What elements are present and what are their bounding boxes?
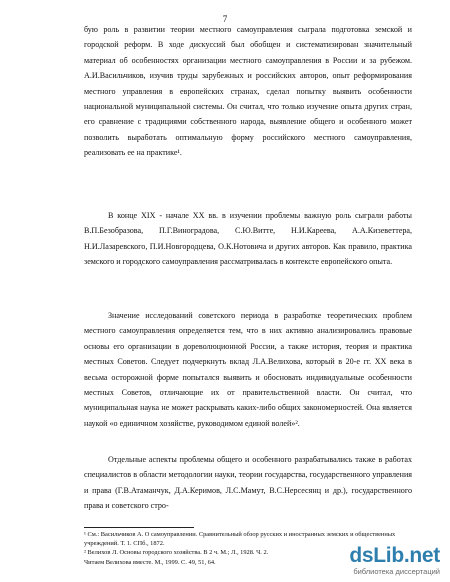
page-number: 7 — [222, 14, 228, 24]
footnote-1: ¹ См.: Васильчиков А. О самоуправлении. Сравнительный обзор русских и иностранных земских и общественных учреждений. Т. 1. СПб., 1872. — [84, 531, 396, 548]
footnote-2: ² Велихов Л. Основы городского хозяйства. В 2 ч. М.; Л., 1928. Ч. 2. — [84, 549, 269, 557]
paragraph-text: В конце XIX - начале XX вв. в изучении проблемы важную роль сыграли работы В.П.Безобразова, П.Г.Виноградова, С.Ю.Витте, Н.И.Кареева, А.А.Кизеветтера, Н.И.Лазаревского, П.И.Новгородцева, О.К.Нотовича и других авторов. Как правило, практика земского и городского самоуправления рассматривалась в контексте европейского опыта. — [84, 211, 412, 267]
paragraph-2 — [84, 208, 412, 270]
watermark-title: dsLib — [349, 544, 404, 567]
paragraph-1 — [84, 22, 412, 161]
paragraph-text: Значение исследований советского периода в разработке теоретических проблем местного самоуправления определяется тем, что в них активно анализировались правовые основы его организации в дореволюционной России, а также история, теория и практика местных Советов. Следует подчеркнуть вклад Л.А.Велихова, который в 20-е гг. XX века в весьма осторожной форме попытался выявить и обосновать индивидуальные особенности местных Советов, отличающие их от правительственной власти. Он считал, что муниципальная наука не может раскрывать каких-либо общих закономерностей. Она является наукой «о единичном хозяйстве, руководимом единой волей»². — [84, 311, 412, 428]
watermark-subtitle: библиотека диссертаций — [353, 567, 440, 576]
paragraph-4 — [84, 452, 412, 514]
dslib-watermark[interactable] — [332, 544, 444, 578]
paragraph-3 — [84, 308, 412, 431]
paragraph-text: Отдельные аспекты проблемы общего и особенного разрабатывались также в работах специалистов в области методологии науки, теории государства, государственного управления и права (Г.В.Атаманчук, Д.А.Керимов, Л.С.Мамут, В.С.Нерсесянц и др.), государственного права и советского стро- — [84, 455, 412, 511]
paragraph-text: бую роль в развитии теории местного самоуправления сыграла подготовка земской и городской реформ. В ходе дискуссий был обобщен и систематизирован значительный материал об особенностях организации местного самоуправления в России и за рубежом. А.И.Васильчиков, изучив труды зарубежных и российских авторов, опыт реформирования местного управления в европейских странах, сделал попытку выявить особенности национальной муниципальной системы. Он считал, что только изучение опыта других стран, его сравнение с традициями собственного народа, выявление общего и особенного может позволить выработать оптимальную форму российского местного самоуправления, реализовать ее на практике¹. — [84, 25, 412, 158]
footnote-3: Читаем Велихова вместе. М., 1999. С. 49, 51, 64. — [84, 558, 216, 566]
footnote-divider — [84, 527, 194, 528]
watermark-title-accent: .net — [403, 544, 440, 567]
watermark-logo — [349, 544, 440, 568]
